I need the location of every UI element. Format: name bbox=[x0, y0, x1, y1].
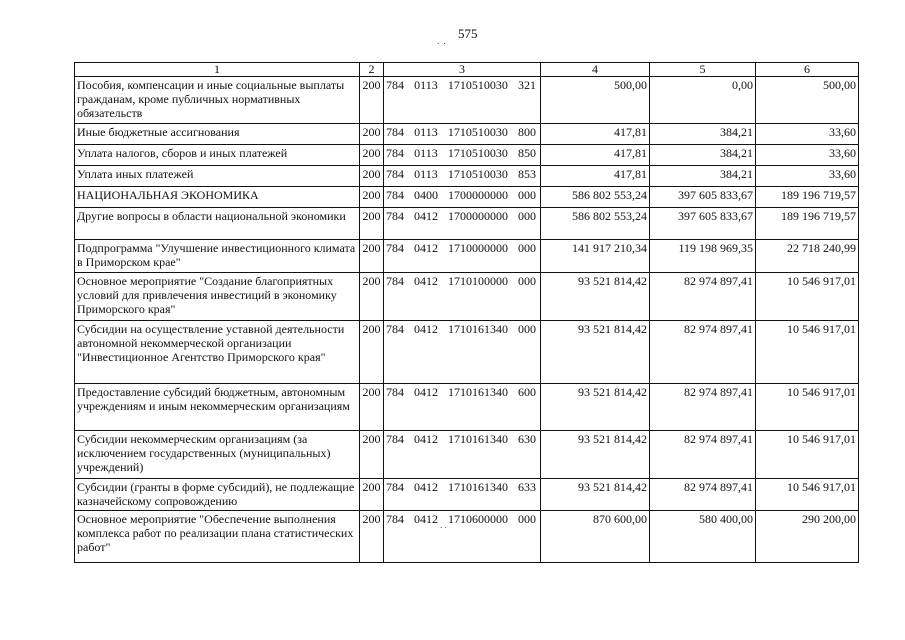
row-classification bbox=[384, 166, 541, 187]
row-classification bbox=[384, 124, 541, 145]
classification-code: 1700000000 bbox=[448, 188, 508, 202]
classification-code: 630 bbox=[518, 432, 536, 446]
classification-codes bbox=[386, 146, 538, 160]
row-value-5: 580 400,00 bbox=[650, 511, 756, 563]
classification-code: 800 bbox=[517, 125, 536, 139]
classification-codes bbox=[386, 274, 538, 288]
classification-codes bbox=[386, 432, 538, 446]
row-value-6: 189 196 719,57 bbox=[756, 187, 859, 208]
classification-code: 784 bbox=[386, 125, 404, 139]
classification-codes bbox=[386, 188, 538, 202]
row-value-4: 93 521 814,42 bbox=[541, 479, 650, 511]
row-value-6: 33,60 bbox=[756, 166, 859, 187]
header-cell: 4 bbox=[541, 63, 650, 77]
table-row bbox=[75, 511, 859, 563]
classification-code: 1710161340 bbox=[448, 432, 508, 446]
row-value-5: 384,21 bbox=[650, 166, 756, 187]
scan-marks: . . bbox=[437, 36, 447, 46]
classification-code: 0412 bbox=[414, 322, 438, 336]
row-code: 200 bbox=[360, 384, 384, 431]
classification-code: 000 bbox=[518, 241, 536, 255]
row-value-5: 82 974 897,41 bbox=[650, 321, 756, 384]
table-row bbox=[75, 166, 859, 187]
classification-code: 1710510030 bbox=[447, 78, 508, 92]
row-value-5: 0,00 bbox=[650, 77, 756, 124]
header-cell: 5 bbox=[650, 63, 756, 77]
row-value-4: 870 600,00 bbox=[541, 511, 650, 563]
row-value-6: 189 196 719,57 bbox=[756, 208, 859, 240]
classification-code: 0412 bbox=[414, 274, 438, 288]
row-value-4: 93 521 814,42 bbox=[541, 273, 650, 321]
classification-code: 0412 bbox=[414, 385, 438, 399]
table-row bbox=[75, 208, 859, 240]
row-classification bbox=[384, 431, 541, 479]
classification-codes bbox=[386, 480, 538, 494]
classification-code: 784 bbox=[386, 146, 404, 160]
row-classification bbox=[384, 187, 541, 208]
budget-table bbox=[74, 62, 859, 563]
page-number: 575 bbox=[458, 26, 478, 41]
classification-code: 600 bbox=[518, 385, 536, 399]
row-value-4: 586 802 553,24 bbox=[541, 208, 650, 240]
classification-codes bbox=[386, 209, 538, 223]
row-code: 200 bbox=[360, 77, 384, 124]
row-value-4: 417,81 bbox=[541, 166, 650, 187]
row-code: 200 bbox=[360, 208, 384, 240]
row-value-4: 500,00 bbox=[541, 77, 650, 124]
row-name: Иные бюджетные ассигнования bbox=[75, 124, 360, 145]
classification-code: 784 bbox=[386, 241, 404, 255]
classification-code: 853 bbox=[517, 167, 536, 181]
table-row bbox=[75, 187, 859, 208]
classification-codes bbox=[386, 241, 538, 255]
table-row bbox=[75, 321, 859, 384]
row-value-6: 22 718 240,99 bbox=[756, 240, 859, 273]
header-cell: 2 bbox=[360, 63, 384, 77]
row-name: Основное мероприятие "Обеспечение выполнения комплекса работ по реализации плана статистических работ" bbox=[75, 511, 360, 563]
row-value-6: 33,60 bbox=[756, 124, 859, 145]
classification-code: 000 bbox=[518, 188, 536, 202]
row-name: Уплата налогов, сборов и иных платежей bbox=[75, 145, 360, 166]
row-name: Субсидии некоммерческим организациям (за исключением государственных (муниципальных) учреждений) bbox=[75, 431, 360, 479]
table-row bbox=[75, 145, 859, 166]
classification-code: 0400 bbox=[414, 188, 438, 202]
row-code: 200 bbox=[360, 511, 384, 563]
row-code: 200 bbox=[360, 431, 384, 479]
row-value-5: 119 198 969,35 bbox=[650, 240, 756, 273]
classification-code: 1710000000 bbox=[448, 241, 508, 255]
row-name: Основное мероприятие "Создание благоприятных условий для привлечения инвестиций в экономику Приморского края" bbox=[75, 273, 360, 321]
classification-code: 633 bbox=[518, 480, 536, 494]
classification-code: 0412 bbox=[414, 241, 438, 255]
header-cell: 3 bbox=[384, 63, 541, 77]
classification-code: 0412 bbox=[414, 480, 438, 494]
row-name: Уплата иных платежей bbox=[75, 166, 360, 187]
table-row bbox=[75, 77, 859, 124]
row-value-4: 417,81 bbox=[541, 124, 650, 145]
header-cell: 6 bbox=[756, 63, 859, 77]
row-value-6: 290 200,00 bbox=[756, 511, 859, 563]
classification-codes bbox=[386, 167, 538, 181]
row-value-4: 93 521 814,42 bbox=[541, 431, 650, 479]
classification-code: 0113 bbox=[414, 125, 438, 139]
row-name: Предоставление субсидий бюджетным, автономным учреждениям и иным некоммерческим организациям bbox=[75, 384, 360, 431]
classification-codes bbox=[386, 512, 538, 526]
row-value-6: 10 546 917,01 bbox=[756, 273, 859, 321]
row-value-4: 93 521 814,42 bbox=[541, 321, 650, 384]
row-value-6: 10 546 917,01 bbox=[756, 431, 859, 479]
classification-code: 1710161340 bbox=[448, 480, 508, 494]
table-header-row bbox=[75, 63, 859, 77]
classification-code: 0412 bbox=[414, 432, 438, 446]
row-code: 200 bbox=[360, 145, 384, 166]
row-value-6: 10 546 917,01 bbox=[756, 384, 859, 431]
classification-code: 784 bbox=[386, 274, 404, 288]
classification-code: 784 bbox=[386, 322, 404, 336]
row-classification bbox=[384, 321, 541, 384]
row-value-4: 93 521 814,42 bbox=[541, 384, 650, 431]
classification-code: 1710100000 bbox=[448, 274, 508, 288]
row-code: 200 bbox=[360, 187, 384, 208]
classification-code: 0113 bbox=[414, 78, 438, 92]
row-code: 200 bbox=[360, 124, 384, 145]
classification-code: 0113 bbox=[414, 146, 438, 160]
row-code: 200 bbox=[360, 273, 384, 321]
row-value-4: 586 802 553,24 bbox=[541, 187, 650, 208]
row-classification bbox=[384, 273, 541, 321]
row-value-4: 417,81 bbox=[541, 145, 650, 166]
row-name: Пособия, компенсации и иные социальные выплаты гражданам, кроме публичных нормативных обязательств bbox=[75, 77, 360, 124]
table-row bbox=[75, 431, 859, 479]
row-name: Субсидии на осуществление уставной деятельности автономной некоммерческой организации "Инвестиционное Агентство Приморского края" bbox=[75, 321, 360, 384]
row-classification bbox=[384, 145, 541, 166]
row-classification bbox=[384, 384, 541, 431]
row-classification bbox=[384, 240, 541, 273]
row-value-4: 141 917 210,34 bbox=[541, 240, 650, 273]
classification-code: 784 bbox=[386, 167, 404, 181]
classification-code: 1710510030 bbox=[447, 125, 508, 139]
classification-code: 1710161340 bbox=[448, 385, 508, 399]
classification-code: 000 bbox=[518, 274, 536, 288]
row-value-5: 397 605 833,67 bbox=[650, 187, 756, 208]
row-code: 200 bbox=[360, 240, 384, 273]
table-row bbox=[75, 240, 859, 273]
row-value-6: 33,60 bbox=[756, 145, 859, 166]
classification-code: 784 bbox=[386, 385, 404, 399]
row-value-5: 384,21 bbox=[650, 145, 756, 166]
row-value-5: 82 974 897,41 bbox=[650, 479, 756, 511]
row-value-5: 82 974 897,41 bbox=[650, 273, 756, 321]
classification-codes bbox=[386, 322, 538, 336]
classification-code: 0412 bbox=[414, 512, 438, 526]
row-name: Другие вопросы в области национальной экономики bbox=[75, 208, 360, 240]
classification-code: 0412 bbox=[414, 209, 438, 223]
classification-code: 1710600000 bbox=[448, 512, 508, 526]
classification-code: 784 bbox=[386, 512, 404, 526]
table-row bbox=[75, 479, 859, 511]
row-value-5: 82 974 897,41 bbox=[650, 384, 756, 431]
classification-code: 000 bbox=[518, 512, 536, 526]
classification-code: 784 bbox=[386, 432, 404, 446]
row-name: Подпрограмма "Улучшение инвестиционного климата в Приморском крае" bbox=[75, 240, 360, 273]
row-value-6: 500,00 bbox=[756, 77, 859, 124]
table-row bbox=[75, 124, 859, 145]
classification-codes bbox=[386, 78, 538, 92]
classification-code: 1710510030 bbox=[447, 167, 508, 181]
table-row bbox=[75, 384, 859, 431]
table-row bbox=[75, 273, 859, 321]
row-name: Субсидии (гранты в форме субсидий), не подлежащие казначейскому сопровождению bbox=[75, 479, 360, 511]
classification-code: 321 bbox=[517, 78, 536, 92]
classification-code: 850 bbox=[517, 146, 536, 160]
header-cell: 1 bbox=[75, 63, 360, 77]
row-classification bbox=[384, 479, 541, 511]
row-code: 200 bbox=[360, 166, 384, 187]
row-value-5: 82 974 897,41 bbox=[650, 431, 756, 479]
row-classification bbox=[384, 208, 541, 240]
row-value-6: 10 546 917,01 bbox=[756, 321, 859, 384]
classification-code: 0113 bbox=[414, 167, 438, 181]
classification-code: 000 bbox=[518, 209, 536, 223]
stray-scan-marks: . . bbox=[440, 520, 447, 530]
classification-code: 784 bbox=[386, 78, 404, 92]
row-code: 200 bbox=[360, 321, 384, 384]
row-value-5: 384,21 bbox=[650, 124, 756, 145]
classification-code: 1710161340 bbox=[448, 322, 508, 336]
classification-code: 000 bbox=[518, 322, 536, 336]
row-name: НАЦИОНАЛЬНАЯ ЭКОНОМИКА bbox=[75, 187, 360, 208]
classification-code: 784 bbox=[386, 480, 404, 494]
row-value-6: 10 546 917,01 bbox=[756, 479, 859, 511]
classification-code: 784 bbox=[386, 209, 404, 223]
classification-codes bbox=[386, 125, 538, 139]
classification-code: 1710510030 bbox=[447, 146, 508, 160]
row-value-5: 397 605 833,67 bbox=[650, 208, 756, 240]
row-classification bbox=[384, 511, 541, 563]
row-classification bbox=[384, 77, 541, 124]
row-code: 200 bbox=[360, 479, 384, 511]
classification-codes bbox=[386, 385, 538, 399]
classification-code: 1700000000 bbox=[448, 209, 508, 223]
classification-code: 784 bbox=[386, 188, 404, 202]
